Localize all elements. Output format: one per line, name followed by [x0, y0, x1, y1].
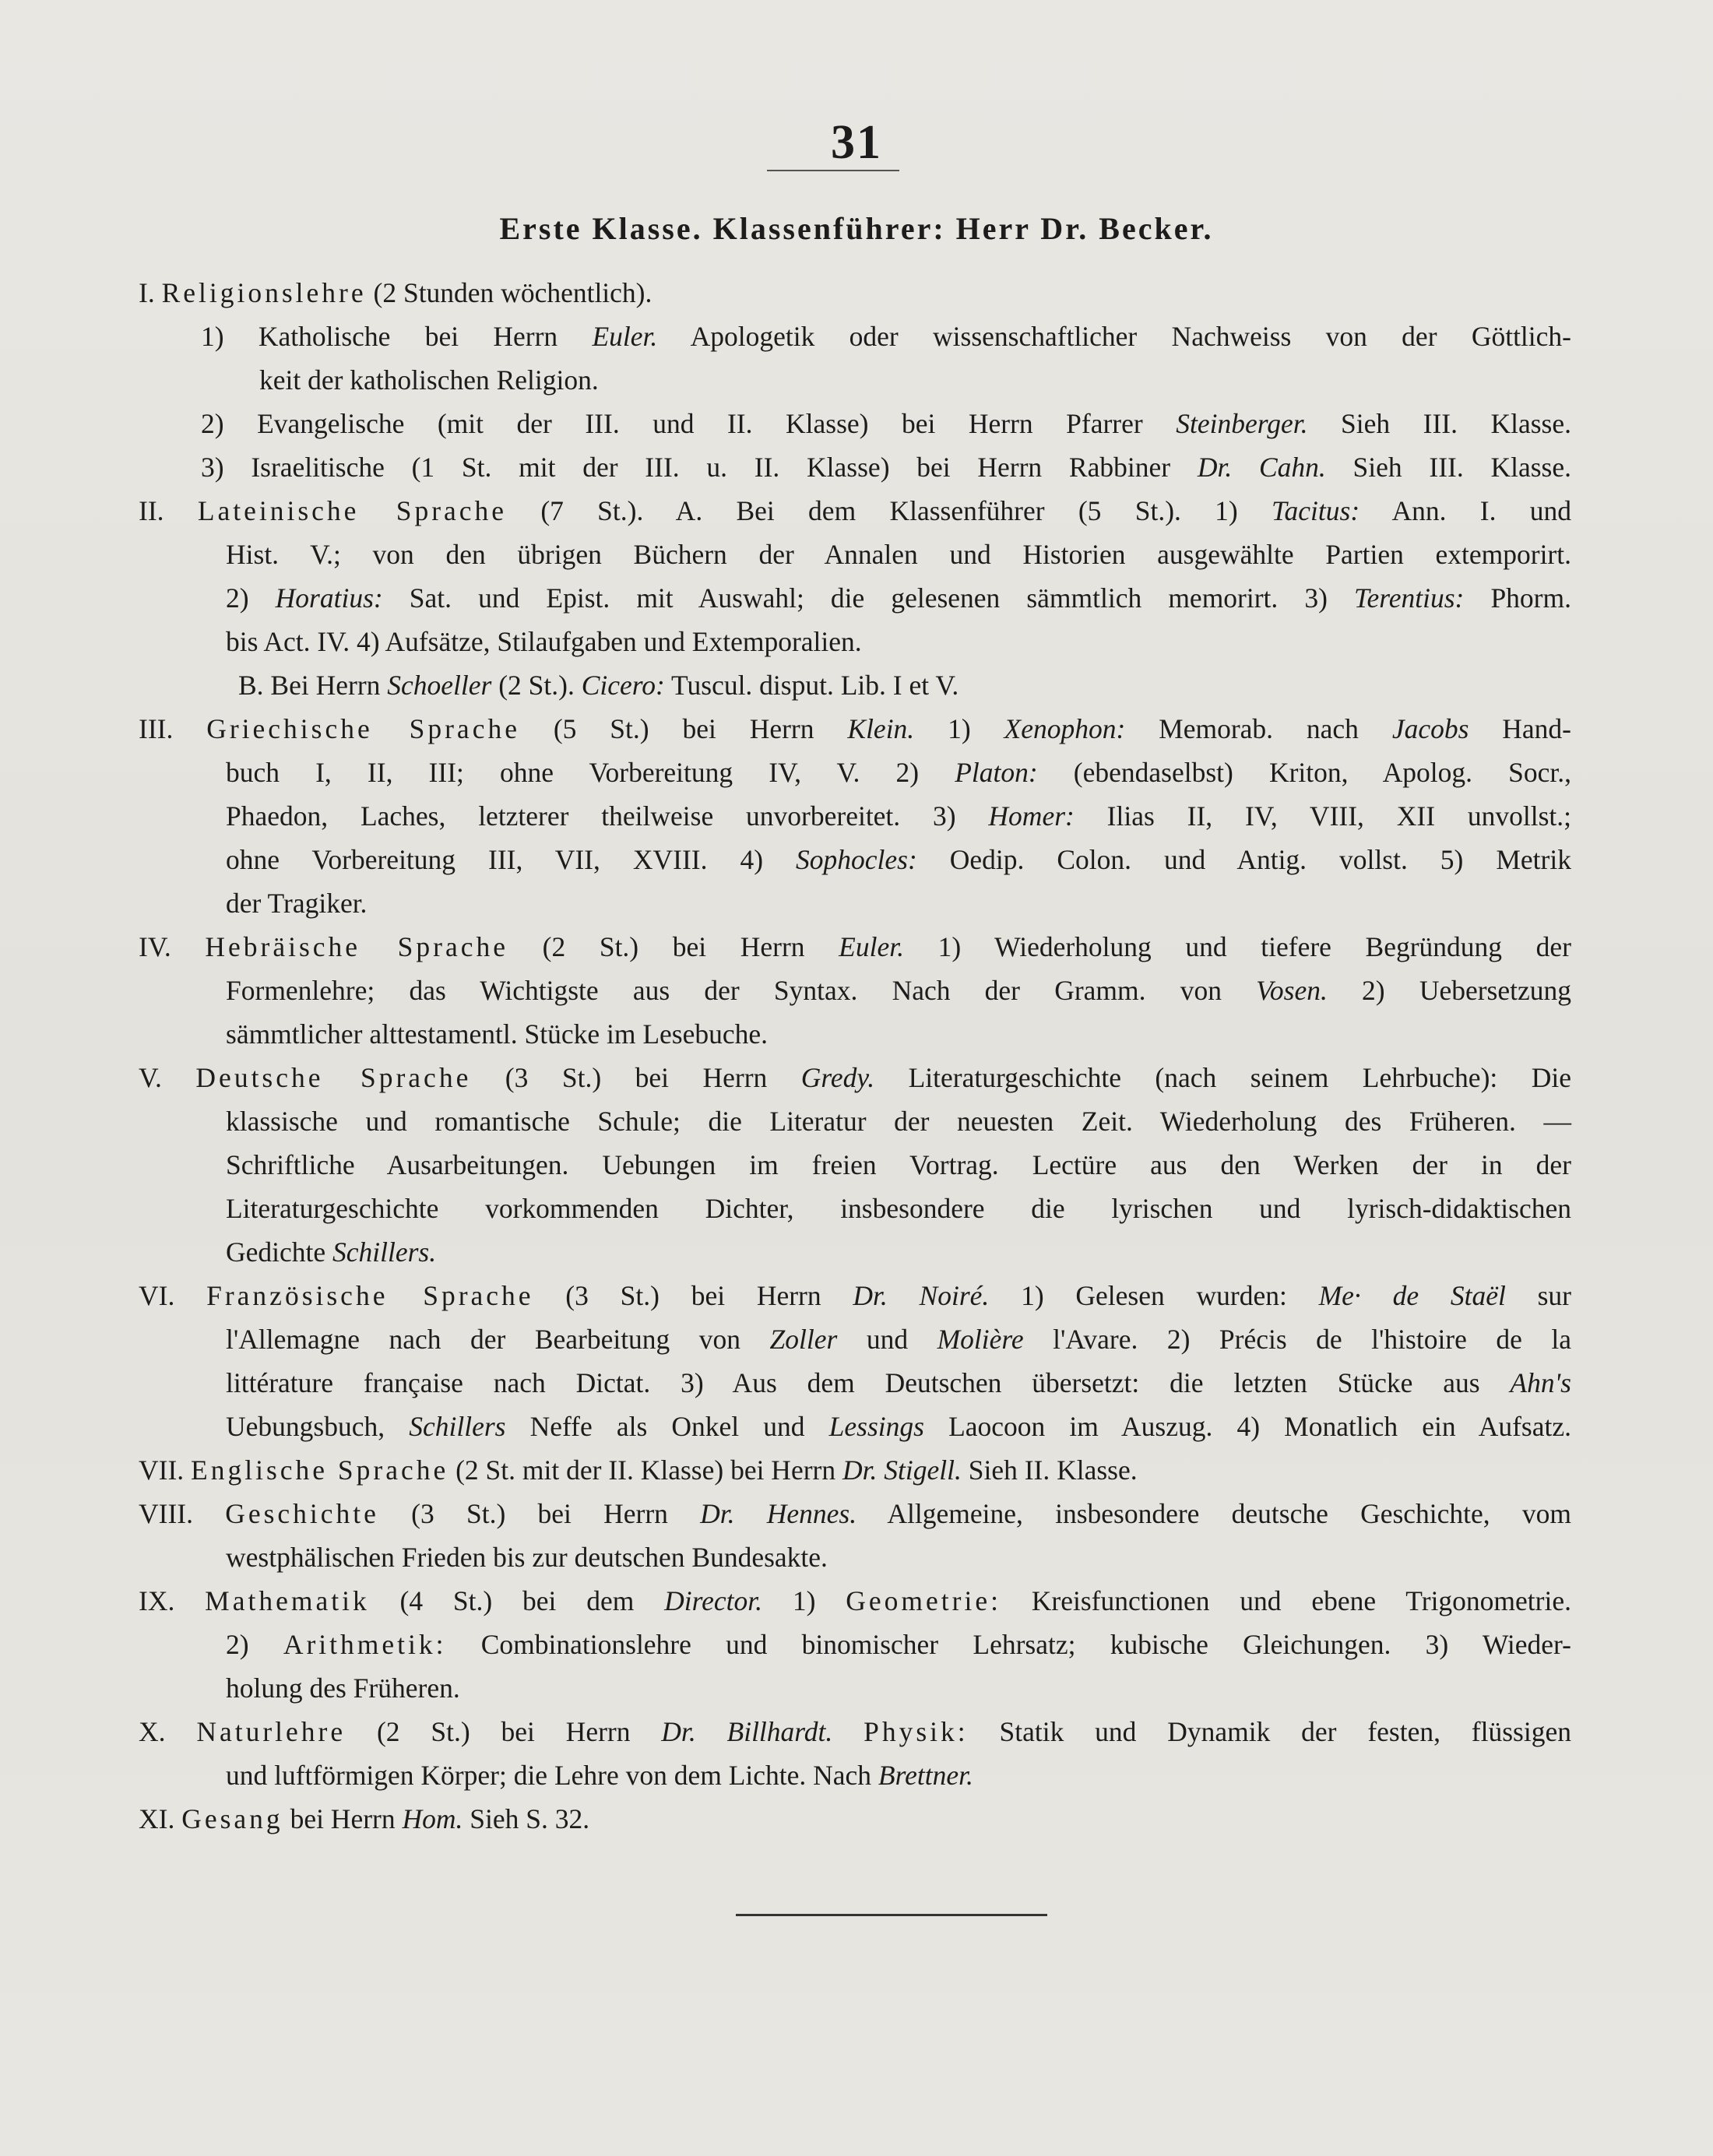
- text-segment: (3 St.) bei Herrn: [378, 1498, 701, 1529]
- text-segment: Phorm.: [1464, 582, 1571, 614]
- text-segment: Sat. und Epist. mit Auswahl; die gelesenen sämmtlich memorirt. 3): [382, 582, 1355, 614]
- text-line: [139, 1492, 1571, 1535]
- text-segment: 1): [914, 713, 1004, 744]
- text-segment: Zoller: [769, 1324, 838, 1355]
- text-segment: Literaturgeschichte (nach seinem Lehrbuche): Die: [874, 1062, 1571, 1093]
- text-segment: holung des Früheren.: [226, 1672, 460, 1704]
- text-segment: III.: [139, 713, 207, 744]
- text-segment: V.: [139, 1062, 196, 1093]
- text-segment: (5 St.) bei Herrn: [519, 713, 848, 744]
- text-segment: (2 St.).: [491, 670, 582, 701]
- text-segment: und: [837, 1324, 937, 1355]
- text-segment: Tacitus:: [1272, 495, 1360, 526]
- text-segment: Englische Sprache: [191, 1454, 449, 1486]
- text-segment: B. Bei Herrn: [238, 670, 388, 701]
- text-segment: Geometrie:: [846, 1585, 1001, 1616]
- text-segment: Naturlehre: [196, 1716, 346, 1747]
- text-segment: Mathematik: [205, 1585, 370, 1616]
- text-segment: Dr. Cahn.: [1197, 452, 1326, 483]
- text-line: [139, 1187, 1571, 1230]
- text-segment: (4 St.) bei dem: [369, 1585, 665, 1616]
- text-segment: XI.: [139, 1803, 182, 1834]
- text-segment: Statik und Dynamik der festen, flüssigen: [968, 1716, 1571, 1747]
- text-segment: IX.: [139, 1585, 206, 1616]
- text-line: [139, 489, 1571, 533]
- text-line: [139, 925, 1571, 969]
- text-line: [139, 1448, 1571, 1492]
- text-line: [139, 1753, 1571, 1797]
- text-line: [139, 663, 1571, 707]
- text-line: [139, 576, 1571, 620]
- text-segment: Dr. Billhardt.: [661, 1716, 833, 1747]
- text-segment: I.: [139, 277, 162, 308]
- text-segment: Gesang: [181, 1803, 283, 1834]
- text-segment: Hom.: [402, 1803, 463, 1834]
- text-segment: keit der katholischen Religion.: [259, 364, 599, 396]
- text-line: [139, 1710, 1571, 1753]
- text-line: [139, 1666, 1571, 1710]
- text-segment: Combinationslehre und binomischer Lehrsatz; kubische Gleichungen. 3) Wieder-: [446, 1629, 1571, 1660]
- text-segment: sämmtlicher alttestamentl. Stücke im Lesebuche.: [226, 1018, 768, 1050]
- text-line: [139, 315, 1571, 358]
- text-line: [139, 271, 1571, 315]
- text-segment: Schriftliche Ausarbeitungen. Uebungen im freien Vortrag. Lectüre aus den Werken der in der: [226, 1149, 1571, 1180]
- text-segment: Dr. Hennes.: [700, 1498, 857, 1529]
- text-segment: Ahn's: [1510, 1367, 1571, 1398]
- text-segment: 2): [226, 582, 276, 614]
- text-segment: Vosen.: [1256, 975, 1328, 1006]
- text-segment: Euler.: [839, 931, 904, 962]
- text-segment: Griechische Sprache: [206, 713, 520, 744]
- text-segment: Dr. Noiré.: [853, 1280, 990, 1311]
- text-segment: Schillers: [409, 1411, 506, 1442]
- text-segment: Sieh II. Klasse.: [961, 1454, 1138, 1486]
- text-segment: Geschichte: [225, 1498, 379, 1529]
- text-line: [139, 445, 1571, 489]
- text-segment: Neffe als Onkel und: [505, 1411, 829, 1442]
- text-line: [139, 1056, 1571, 1099]
- text-line: [139, 1797, 1571, 1841]
- text-segment: 2): [226, 1629, 283, 1660]
- text-segment: 2) Evangelische (mit der III. und II. Klasse) bei Herrn Pfarrer: [201, 408, 1177, 439]
- class-heading: Erste Klasse. Klassenführer: Herr Dr. Becker.: [499, 211, 1214, 246]
- text-segment: 1) Katholische bei Herrn: [201, 321, 593, 352]
- text-segment: Uebungsbuch,: [226, 1411, 410, 1442]
- text-segment: (2 St.) bei Herrn: [508, 931, 839, 962]
- text-segment: bei Herrn: [283, 1803, 403, 1834]
- text-segment: (7 St.). A. Bei dem Klassenführer (5 St.). 1): [507, 495, 1272, 526]
- text-segment: Xenophon:: [1004, 713, 1126, 744]
- text-segment: Molière: [937, 1324, 1024, 1355]
- text-segment: Literaturgeschichte vorkommenden Dichter, insbesondere die lyrischen und lyrisch-didaktischen: [226, 1193, 1571, 1224]
- text-segment: l'Avare. 2) Précis de l'histoire de la: [1023, 1324, 1571, 1355]
- text-line: [139, 1623, 1571, 1666]
- text-segment: (2 St. mit der II. Klasse) bei Herrn: [448, 1454, 842, 1486]
- text-segment: westphälischen Frieden bis zur deutschen Bundesakte.: [226, 1542, 828, 1573]
- text-segment: Homer:: [988, 800, 1075, 832]
- text-segment: Lateinische Sprache: [197, 495, 508, 526]
- text-segment: [832, 1716, 864, 1747]
- text-segment: Jacobs: [1391, 713, 1469, 744]
- text-line: [139, 1230, 1571, 1274]
- curriculum-text: [139, 271, 1571, 1841]
- text-line: [139, 1317, 1571, 1361]
- text-line: [139, 1361, 1571, 1405]
- text-line: [139, 838, 1571, 881]
- text-segment: Deutsche Sprache: [195, 1062, 472, 1093]
- text-line: [139, 751, 1571, 794]
- page-number-rule: [767, 170, 899, 171]
- text-segment: bis Act. IV. 4) Aufsätze, Stilaufgaben und Extemporalien.: [226, 626, 862, 657]
- text-segment: (2 St.) bei Herrn: [346, 1716, 662, 1747]
- text-line: [139, 794, 1571, 838]
- text-line: [139, 1535, 1571, 1579]
- text-segment: Gedichte: [226, 1236, 333, 1268]
- text-segment: (3 St.) bei Herrn: [533, 1280, 853, 1311]
- text-segment: Terentius:: [1354, 582, 1465, 614]
- text-segment: Ann. I. und: [1359, 495, 1571, 526]
- text-segment: Schoeller: [387, 670, 492, 701]
- text-line: [139, 1012, 1571, 1056]
- text-segment: (3 St.) bei Herrn: [471, 1062, 801, 1093]
- text-line: [139, 1274, 1571, 1317]
- text-segment: Französische Sprache: [206, 1280, 534, 1311]
- text-segment: ohne Vorbereitung III, VII, XVIII. 4): [226, 844, 797, 875]
- text-line: [139, 1579, 1571, 1623]
- text-line: [139, 881, 1571, 925]
- text-segment: der Tragiker.: [226, 888, 368, 919]
- text-line: [139, 707, 1571, 751]
- text-segment: Oedip. Colon. und Antig. vollst. 5) Metrik: [916, 844, 1571, 875]
- text-segment: Dr. Stigell.: [842, 1454, 962, 1486]
- text-segment: Apologetik oder wissenschaftlicher Nachweiss von der Göttlich-: [657, 321, 1571, 352]
- text-segment: Ilias II, IV, VIII, XII unvollst.;: [1074, 800, 1571, 832]
- text-segment: Gredy.: [800, 1062, 875, 1093]
- text-segment: klassische und romantische Schule; die Literatur der neuesten Zeit. Wiederholung des Früheren. —: [226, 1106, 1571, 1137]
- text-segment: Sieh III. Klasse.: [1325, 452, 1571, 483]
- text-segment: Tuscul. disput. Lib. I et V.: [664, 670, 959, 701]
- text-line: [139, 358, 1571, 402]
- text-segment: l'Allemagne nach der Bearbeitung von: [226, 1324, 770, 1355]
- text-segment: Klein.: [847, 713, 915, 744]
- text-segment: VIII.: [139, 1498, 226, 1529]
- text-segment: 3) Israelitische (1 St. mit der III. u. II. Klasse) bei Herrn Rabbiner: [201, 452, 1198, 483]
- text-line: [139, 620, 1571, 663]
- text-segment: Platon:: [955, 757, 1038, 788]
- text-segment: Arithmetik:: [283, 1629, 447, 1660]
- text-segment: Hand-: [1469, 713, 1571, 744]
- text-segment: 1) Gelesen wurden:: [989, 1280, 1319, 1311]
- text-segment: II.: [139, 495, 198, 526]
- text-segment: X.: [139, 1716, 197, 1747]
- text-segment: Hist. V.; von den übrigen Büchern der Annalen und Historien ausgewählte Partien extemporirt.: [226, 539, 1571, 570]
- text-segment: Schillers.: [332, 1236, 437, 1268]
- text-segment: Religionslehre: [161, 277, 367, 308]
- text-segment: (2 Stunden wöchentlich).: [366, 277, 652, 308]
- text-segment: Hebräische Sprache: [205, 931, 509, 962]
- text-segment: VII.: [139, 1454, 192, 1486]
- text-segment: Sieh III. Klasse.: [1307, 408, 1571, 439]
- text-segment: sur: [1505, 1280, 1571, 1311]
- text-line: [139, 969, 1571, 1012]
- text-segment: buch I, II, III; ohne Vorbereitung IV, V. 2): [226, 757, 955, 788]
- text-segment: Brettner.: [878, 1760, 973, 1791]
- text-segment: littérature française nach Dictat. 3) Aus dem Deutschen übersetzt: die letzten Stücke aus: [226, 1367, 1511, 1398]
- text-segment: Kreisfunctionen und ebene Trigonometrie.: [1001, 1585, 1571, 1616]
- text-segment: IV.: [139, 931, 206, 962]
- text-line: [139, 533, 1571, 576]
- text-segment: 2) Uebersetzung: [1327, 975, 1571, 1006]
- text-segment: 1): [762, 1585, 846, 1616]
- text-segment: 1) Wiederholung und tiefere Begründung der: [903, 931, 1571, 962]
- text-segment: und luftförmigen Körper; die Lehre von dem Lichte. Nach: [226, 1760, 878, 1791]
- closing-rule: [736, 1914, 1047, 1916]
- text-segment: VI.: [139, 1280, 207, 1311]
- text-segment: Cicero:: [581, 670, 665, 701]
- text-segment: Memorab. nach: [1125, 713, 1392, 744]
- text-segment: Lessings: [828, 1411, 924, 1442]
- text-segment: Euler.: [592, 321, 658, 352]
- text-segment: Steinberger.: [1176, 408, 1308, 439]
- text-segment: Sophocles:: [796, 844, 917, 875]
- text-segment: (ebendaselbst) Kriton, Apolog. Socr.,: [1037, 757, 1572, 788]
- text-segment: Phaedon, Laches, letzterer theilweise unvorbereitet. 3): [226, 800, 989, 832]
- text-line: [139, 1143, 1571, 1187]
- text-segment: Horatius:: [275, 582, 383, 614]
- page-number: 31: [831, 116, 882, 169]
- text-segment: Laocoon im Auszug. 4) Monatlich ein Aufsatz.: [923, 1411, 1572, 1442]
- text-line: [139, 1099, 1571, 1143]
- text-segment: Allgemeine, insbesondere deutsche Geschichte, vom: [856, 1498, 1571, 1529]
- text-segment: Me· de Staël: [1318, 1280, 1506, 1311]
- text-segment: Formenlehre; das Wichtigste aus der Syntax. Nach der Gramm. von: [226, 975, 1257, 1006]
- text-segment: Physik:: [864, 1716, 969, 1747]
- text-segment: Director.: [664, 1585, 763, 1616]
- text-segment: Sieh S. 32.: [463, 1803, 590, 1834]
- text-line: [139, 1405, 1571, 1448]
- text-line: [139, 402, 1571, 445]
